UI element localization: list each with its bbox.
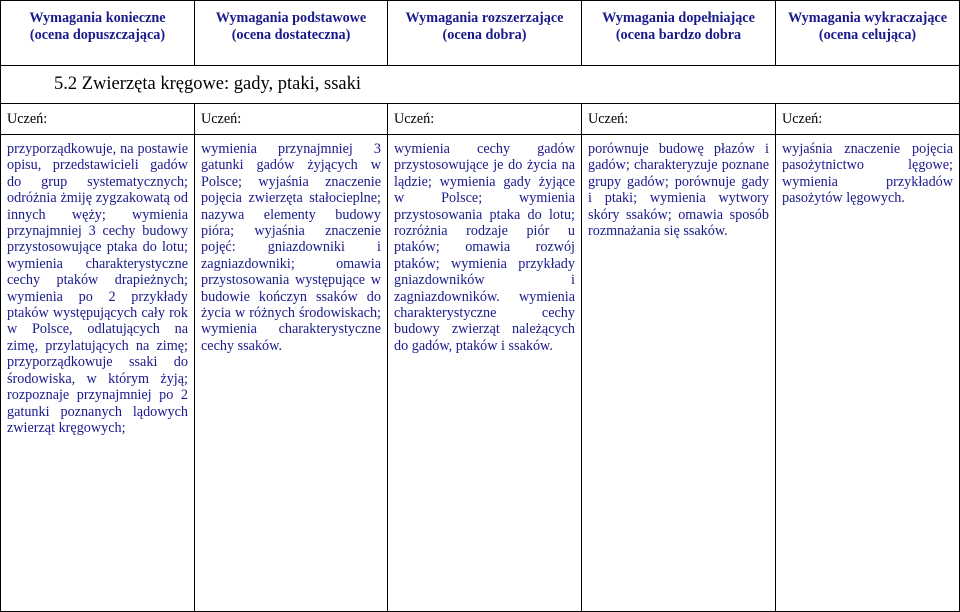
header-wykraczajace-line1: Wymagania wykraczające xyxy=(787,10,948,26)
student-label-col5: Uczeń: xyxy=(776,104,960,135)
header-podstawowe-line1: Wymagania podstawowe xyxy=(215,10,367,26)
section-title: 5.2 Zwierzęta kręgowe: gady, ptaki, ssaki xyxy=(54,74,362,94)
student-label-col4: Uczeń: xyxy=(582,104,776,135)
requirements-dopelniajace-text: porównuje budowę płazów i gadów; charakteryzuje poznane grupy gadów; porównuje gady i ptaki; wymienia wytwory skóry ssaków; omawia sposób rozmnażania się ssaków. xyxy=(588,141,769,240)
header-konieczne-line2: (ocena dopuszczająca) xyxy=(29,27,166,43)
header-podstawowe-line2: (ocena dostateczna) xyxy=(231,27,351,43)
student-label-row xyxy=(1,104,960,135)
header-rozszerzajace xyxy=(388,1,582,66)
requirements-konieczne-cell xyxy=(1,135,195,612)
section-title-row xyxy=(1,66,960,104)
requirements-content-row xyxy=(1,135,960,612)
header-rozszerzajace-line2: (ocena dobra) xyxy=(442,27,527,43)
requirements-podstawowe-cell xyxy=(195,135,388,612)
header-rozszerzajace-line1: Wymagania rozszerzające xyxy=(405,10,564,26)
student-label-col3: Uczeń: xyxy=(388,104,582,135)
requirements-konieczne-text: przyporządkowuje, na postawie opisu, przedstawicieli gadów do grup systematycznych; odróżnia żmiję zygzakowatą od innych węży; wymienia przynajmniej 3 cechy budowy przystosowujące ptaka do lotu; wymienia charakterystyczne cechy ptaków drapieżnych; wymienia po 2 przykłady ptaków występujących cały rok w Polsce, odlatujących na zimę, przylatujących na zimę; przyporządkowuje ssaki do środowiska, w którym żyją; rozpoznaje przynajmniej po 2 gatunki poznanych lądowych zwierząt kręgowych; xyxy=(7,141,188,436)
header-konieczne xyxy=(1,1,195,66)
header-dopelniajace xyxy=(582,1,776,66)
requirements-wykraczajace-text: wyjaśnia znaczenie pojęcia pasożytnictwo lęgowe; wymienia przykładów pasożytów lęgowych. xyxy=(782,141,953,207)
header-dopelniajace-line2: (ocena bardzo dobra xyxy=(615,27,742,43)
header-wykraczajace xyxy=(776,1,960,66)
header-row xyxy=(1,1,960,66)
header-wykraczajace-line2: (ocena celująca) xyxy=(818,27,917,43)
requirements-rozszerzajace-text: wymienia cechy gadów przystosowujące je do życia na lądzie; wymienia gady żyjące w Polsce; wymienia przystosowania ptaka do lotu; rozróżnia rodzaje piór u ptaków; omawia rozwój ptaków; wymienia przykłady gniazdowników i zagniazdowników. wymienia charakterystyczne cechy budowy zwierząt należących do gadów, ptaków i ssaków. xyxy=(394,141,575,354)
header-dopelniajace-line1: Wymagania dopełniające xyxy=(602,10,755,26)
header-podstawowe xyxy=(195,1,388,66)
student-label-col1: Uczeń: xyxy=(1,104,195,135)
requirements-podstawowe-text: wymienia przynajmniej 3 gatunki gadów żyjących w Polsce; wyjaśnia znaczenie pojęcia zwierzęta stałocieplne; nazywa elementy budowy pióra; wyjaśnia znaczenie pojęć: gniazdowniki i zagniazdowniki; omawia przystosowania występujące w budowie kończyn ssaków do życia w różnych środowiskach; wymienia charakterystyczne cechy ssaków. xyxy=(201,141,381,354)
requirements-dopelniajace-cell xyxy=(582,135,776,612)
header-konieczne-line1: Wymagania konieczne xyxy=(29,10,166,26)
requirements-rozszerzajace-cell xyxy=(388,135,582,612)
student-label-col2: Uczeń: xyxy=(195,104,388,135)
section-title-cell xyxy=(1,66,960,104)
requirements-wykraczajace-cell xyxy=(776,135,960,612)
